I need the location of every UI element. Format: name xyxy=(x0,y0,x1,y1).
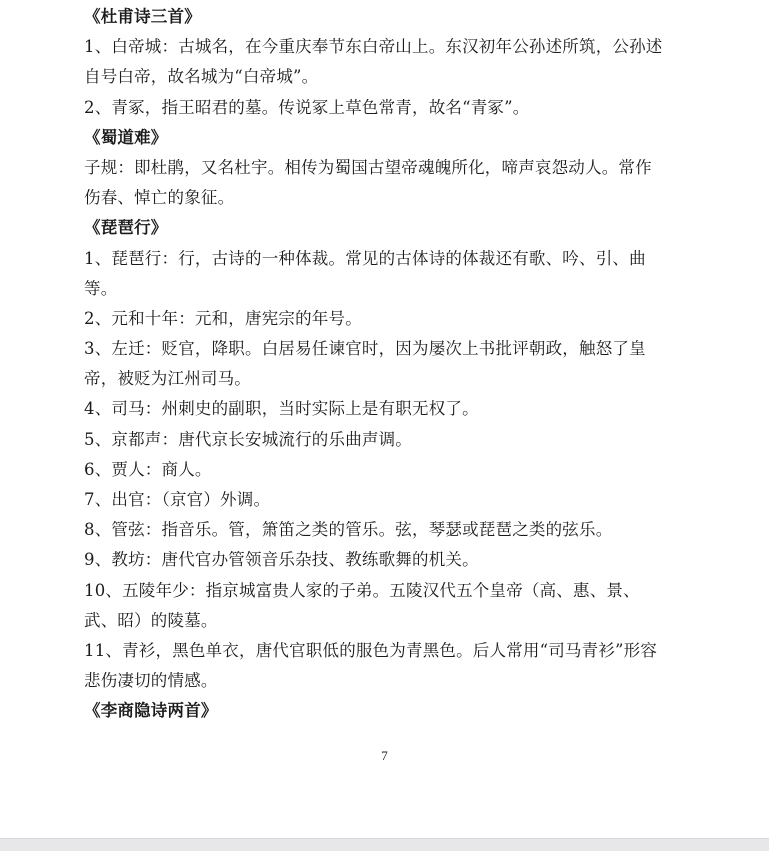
text-line: 子规：即杜鹃，又名杜宇。相传为蜀国古望帝魂魄所化，啼声哀怨动人。常作 xyxy=(84,157,652,177)
section-heading: 《杜甫诗三首》 xyxy=(84,7,201,26)
text-line: 等。 xyxy=(84,278,118,298)
text-line: 武、昭）的陵墓。 xyxy=(84,610,218,630)
text-line: 自号白帝，故名城为“白帝城”。 xyxy=(84,67,319,87)
text-line: 5、京都声：唐代京长安城流行的乐曲声调。 xyxy=(84,429,412,449)
text-line: 7、出官：（京官）外调。 xyxy=(84,490,271,509)
text-line: 8、管弦：指音乐。管，箫笛之类的管乐。弦，琴瑟或琵琶之类的弦乐。 xyxy=(84,520,613,540)
text-line: 伤春、悼亡的象征。 xyxy=(84,188,235,208)
text-line: 1、白帝城：古城名，在今重庆奉节东白帝山上。东汉初年公孙述所筑，公孙述 xyxy=(84,37,663,57)
text-line: 9、教坊：唐代官办管领音乐杂技、教练歌舞的机关。 xyxy=(84,550,479,570)
text-line: 4、司马：州刺史的副职，当时实际上是有职无权了。 xyxy=(84,399,479,419)
document-body xyxy=(84,2,724,727)
text-line: 10、五陵年少：指京城富贵人家的子弟。五陵汉代五个皇帝（高、惠、景、 xyxy=(84,580,640,600)
section-heading: 《琵琶行》 xyxy=(84,218,168,238)
page-number: 7 xyxy=(381,748,388,763)
text-line: 3、左迁：贬官，降职。白居易任谏官时，因为屡次上书批评朝政，触怒了皇 xyxy=(84,339,646,359)
section-heading: 《蜀道难》 xyxy=(84,127,168,147)
text-line: 1、琵琶行：行，古诗的一种体裁。常见的古体诗的体裁还有歌、吟、引、曲 xyxy=(84,248,646,268)
section-heading: 《李商隐诗两首》 xyxy=(84,701,218,721)
text-line: 2、青冢，指王昭君的墓。传说冢上草色常青，故名“青冢”。 xyxy=(84,97,530,117)
text-line: 悲伤凄切的情感。 xyxy=(84,671,218,691)
viewer-bottom-bar xyxy=(0,838,769,851)
text-line: 6、贾人：商人。 xyxy=(84,459,212,479)
text-line: 帝，被贬为江州司马。 xyxy=(84,369,251,389)
text-line: 2、元和十年：元和，唐宪宗的年号。 xyxy=(84,308,362,328)
text-line: 11、青衫，黑色单衣，唐代官职低的服色为青黑色。后人常用“司马青衫”形容 xyxy=(84,640,658,660)
